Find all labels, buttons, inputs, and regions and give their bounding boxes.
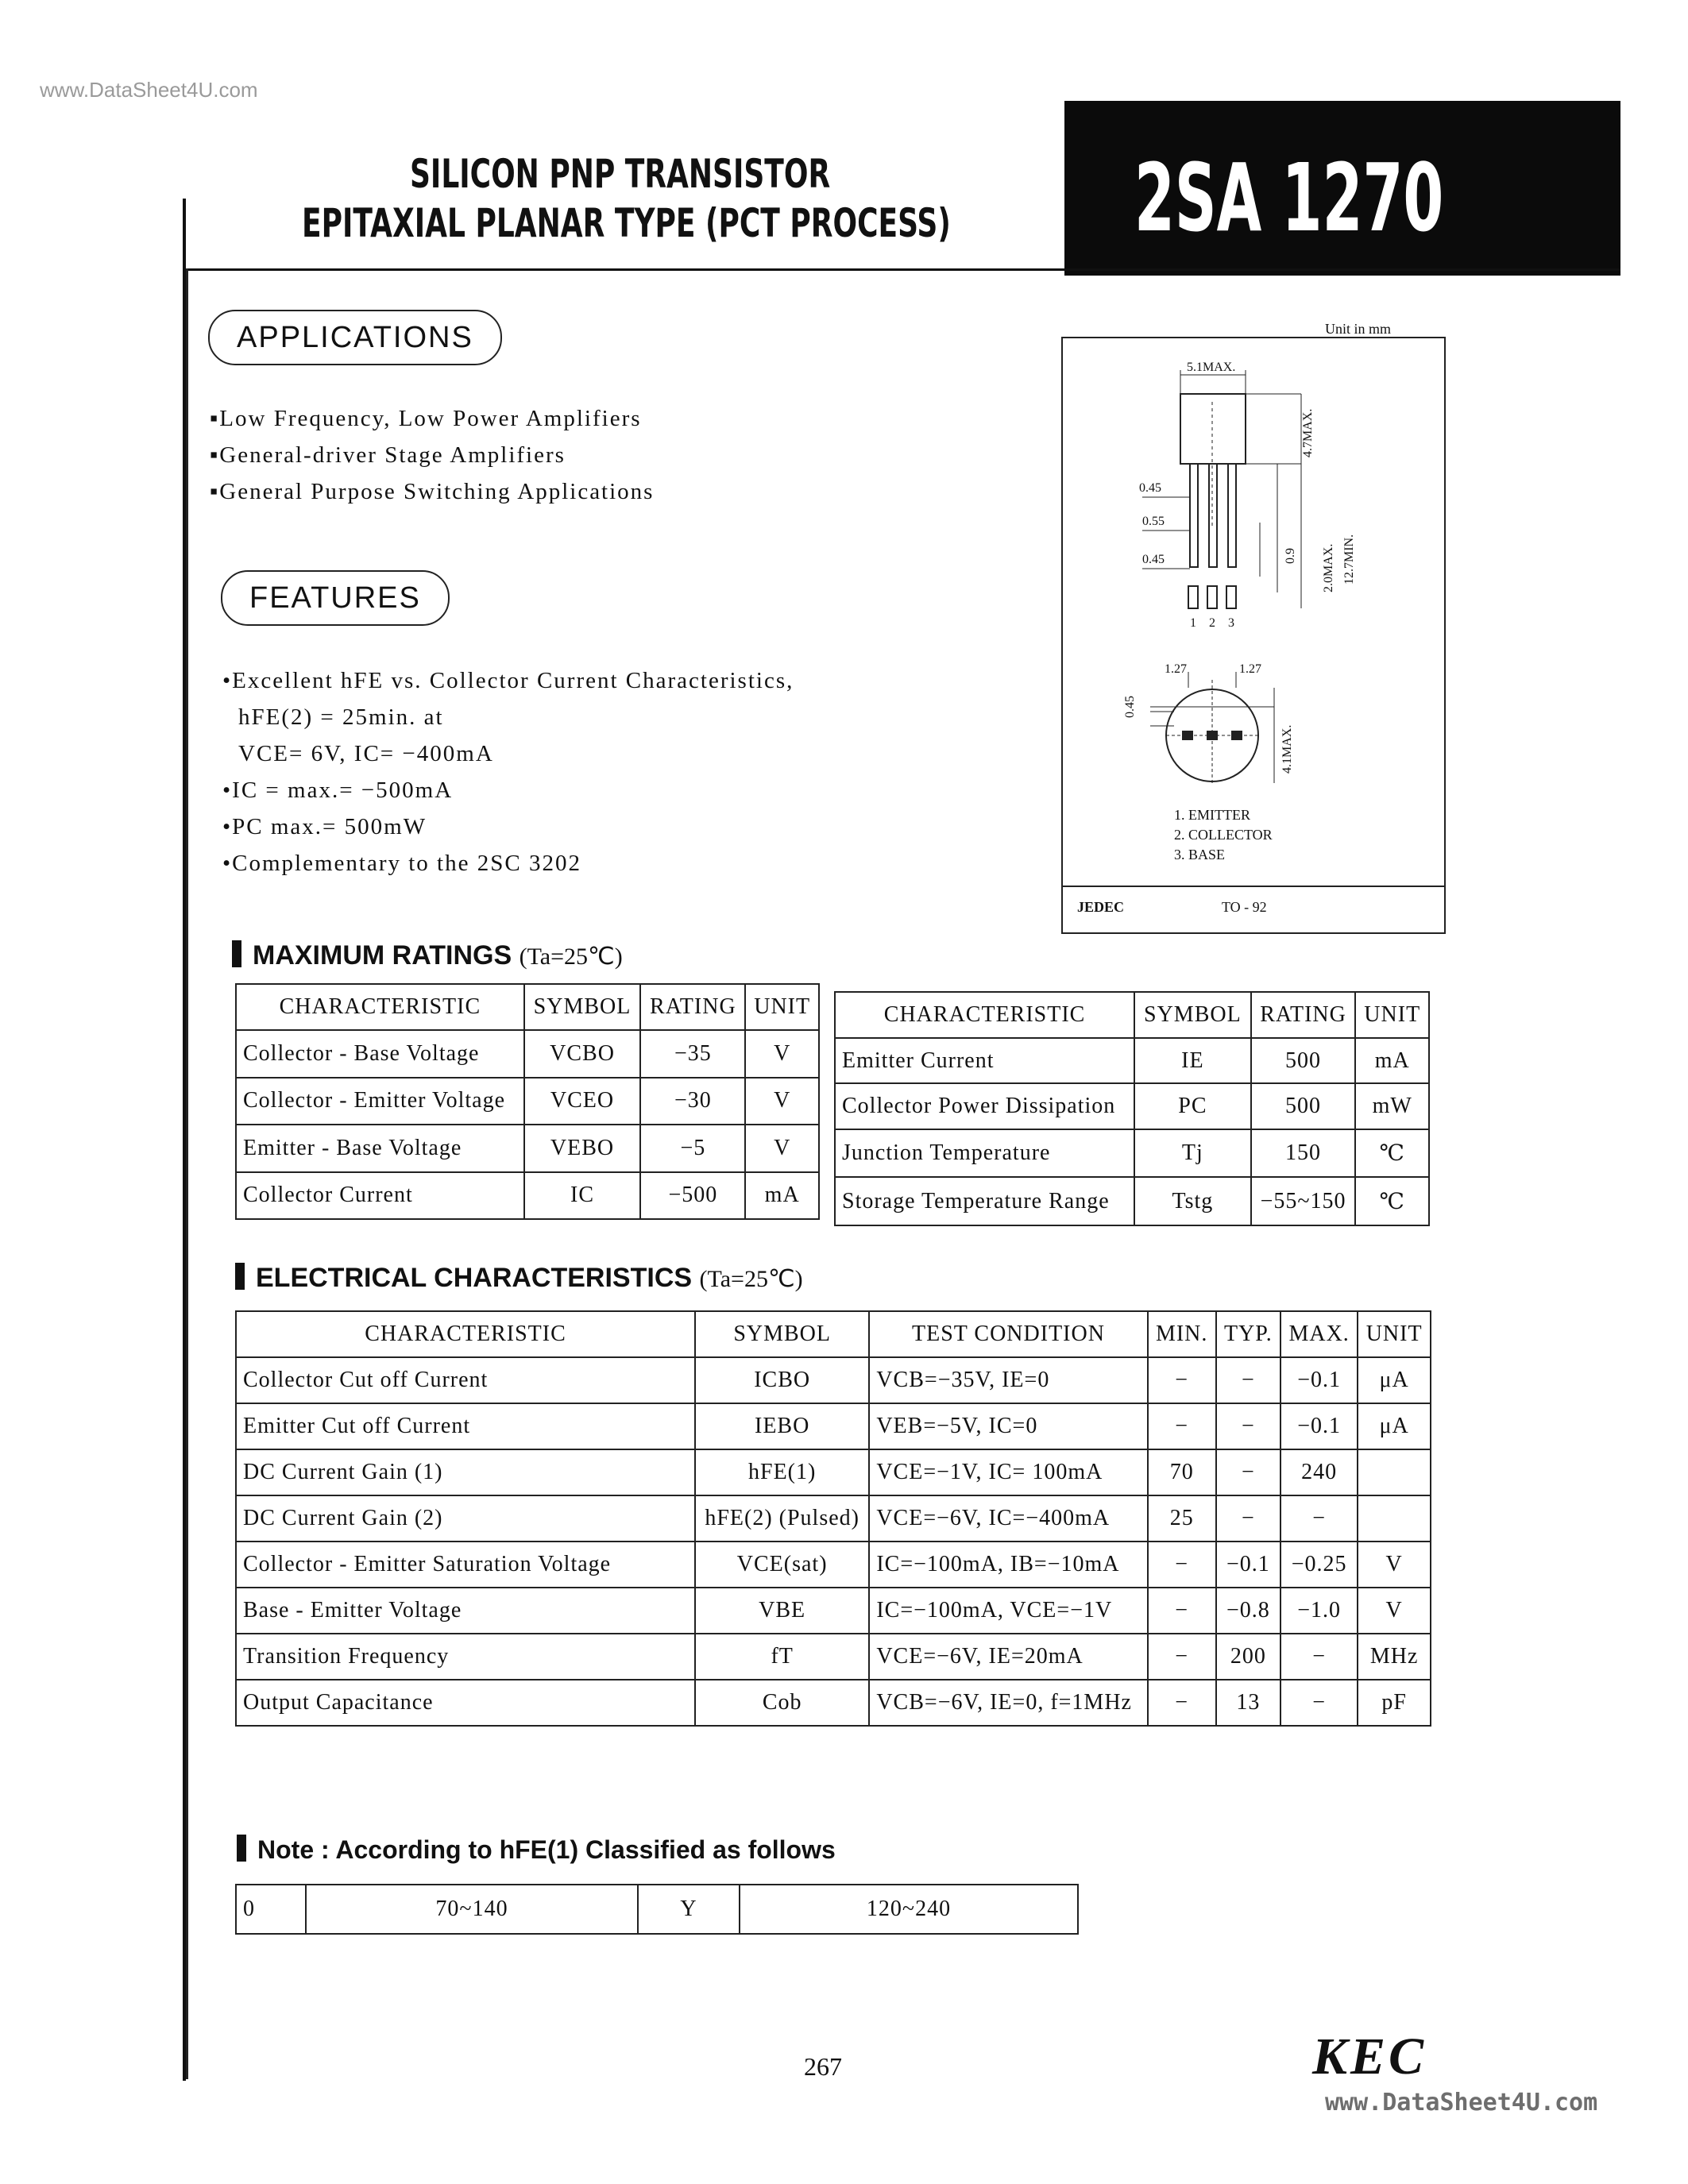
electrical-heading: ELECTRICAL CHARACTERISTICS (Ta=25℃) — [235, 1263, 803, 1294]
table-row: DC Current Gain (1) hFE(1) VCE=−1V, IC= 100mA 70 − 240 — [236, 1449, 1431, 1495]
table-row: Collector - Emitter Saturation Voltage VCE(sat) IC=−100mA, IB=−10mA − −0.1 −0.25 V — [236, 1542, 1431, 1588]
pin-legend — [1174, 805, 1273, 865]
table-row: Collector - Emitter Voltage VCEO −30 V — [236, 1078, 819, 1125]
column-header: SYMBOL — [1134, 992, 1250, 1038]
class-cell: 70~140 — [306, 1885, 638, 1934]
column-header: RATING — [640, 984, 745, 1030]
dim-label: 0.55 — [1142, 515, 1165, 528]
title-line-2: EPITAXIAL PLANAR TYPE (PCT PROCESS) — [302, 200, 951, 246]
features-heading: FEATURES — [221, 570, 450, 626]
dim-label: 4.7MAX. — [1301, 408, 1315, 457]
title-line-1: SILICON PNP TRANSISTOR — [410, 151, 831, 197]
dim-label: 0.45 — [1123, 696, 1137, 718]
unit-label: Unit in mm — [1325, 321, 1392, 337]
table-row: DC Current Gain (2) hFE(2) (Pulsed) VCE=−6V, IC=−400mA 25 − − — [236, 1495, 1431, 1542]
table-row: Collector Cut off Current ICBO VCB=−35V, IE=0 − − −0.1 μA — [236, 1357, 1431, 1403]
column-header: TYP. — [1216, 1311, 1280, 1357]
header-rule — [183, 268, 1620, 271]
table-row: Emitter Cut off Current IEBO VEB=−5V, IC=0 − − −0.1 μA — [236, 1403, 1431, 1449]
watermark-top: www.DataSheet4U.com — [40, 78, 258, 102]
list-item: •Complementary to the 2SC 3202 — [222, 851, 581, 876]
column-header: UNIT — [1358, 1311, 1431, 1357]
dim-label: 0.45 — [1142, 553, 1165, 566]
column-header: CHARACTERISTIC — [236, 1311, 695, 1357]
pin-legend-item: 2. COLLECTOR — [1174, 827, 1273, 843]
applications-heading: APPLICATIONS — [208, 310, 502, 365]
pin-legend-item: 1. EMITTER — [1174, 807, 1250, 823]
features-list — [222, 662, 794, 882]
pin-number: 3 — [1228, 616, 1234, 630]
applications-list — [210, 400, 654, 510]
table-row: Collector Current IC −500 mA — [236, 1172, 819, 1220]
note-heading: Note : According to hFE(1) Classified as follows — [237, 1835, 836, 1865]
column-header: UNIT — [745, 984, 819, 1030]
list-item: VCE= 6V, IC= −400mA — [238, 741, 494, 766]
dim-label: 1.27 — [1239, 662, 1261, 676]
table-row: Emitter - Base Voltage VEBO −5 V — [236, 1125, 819, 1172]
column-header: CHARACTERISTIC — [835, 992, 1134, 1038]
table-row — [236, 1885, 1078, 1934]
table-row: Transition Frequency fT VCE=−6V, IE=20mA − 200 − MHz — [236, 1634, 1431, 1680]
watermark-bottom: www.DataSheet4U.com — [1325, 2089, 1598, 2116]
list-item: ▪Low Frequency, Low Power Amplifiers — [210, 406, 642, 431]
max-ratings-table-left — [235, 983, 820, 1220]
part-number: 2SA 1270 — [1134, 143, 1444, 253]
list-item: •IC = max.= −500mA — [222, 778, 454, 803]
pin-number: 1 — [1190, 616, 1196, 630]
kec-logo: KEC — [1312, 2028, 1427, 2086]
list-item: ▪General-driver Stage Amplifiers — [210, 442, 566, 468]
dim-label: 2.0MAX. — [1322, 543, 1335, 592]
dim-label: 12.7MIN. — [1342, 534, 1356, 585]
column-header: RATING — [1251, 992, 1356, 1038]
column-header: UNIT — [1355, 992, 1429, 1038]
class-cell: Y — [638, 1885, 740, 1934]
column-header: MAX. — [1280, 1311, 1358, 1357]
column-header: SYMBOL — [695, 1311, 869, 1357]
table-row: Emitter Current IE 500 mA — [835, 1038, 1429, 1083]
classification-table — [235, 1884, 1079, 1935]
class-cell: 120~240 — [740, 1885, 1078, 1934]
table-row: Output Capacitance Cob VCB=−6V, IE=0, f=1MHz − 13 − pF — [236, 1680, 1431, 1726]
dim-label: 5.1MAX. — [1187, 361, 1236, 374]
jedec-package: TO - 92 — [1222, 899, 1267, 915]
table-row: Base - Emitter Voltage VBE IC=−100mA, VCE=−1V − −0.8 −1.0 V — [236, 1588, 1431, 1634]
list-item: •Excellent hFE vs. Collector Current Characteristics, — [222, 668, 794, 693]
package-outline-diagram — [1061, 337, 1446, 934]
column-header: SYMBOL — [524, 984, 641, 1030]
left-margin-rule-inner — [186, 268, 188, 2079]
max-ratings-table-right — [834, 991, 1430, 1226]
class-cell: 0 — [236, 1885, 306, 1934]
list-item: •PC max.= 500mW — [222, 814, 427, 839]
dim-label: 0.9 — [1284, 548, 1297, 564]
page-number: 267 — [804, 2052, 842, 2081]
dim-label: 4.1MAX. — [1280, 724, 1294, 774]
list-item: ▪General Purpose Switching Applications — [210, 479, 655, 504]
column-header: CHARACTERISTIC — [236, 984, 524, 1030]
table-row: Storage Temperature Range Tstg −55~150 ℃ — [835, 1177, 1429, 1225]
pin-number: 2 — [1209, 616, 1215, 630]
column-header: MIN. — [1148, 1311, 1216, 1357]
jedec-label: JEDEC — [1077, 899, 1125, 915]
electrical-table — [235, 1310, 1431, 1727]
pin-legend-item: 3. BASE — [1174, 847, 1226, 862]
dim-label: 0.45 — [1139, 481, 1161, 495]
max-ratings-heading: MAXIMUM RATINGS (Ta=25℃) — [232, 940, 623, 971]
list-item: hFE(2) = 25min. at — [238, 704, 444, 730]
dim-label: 1.27 — [1165, 662, 1187, 676]
table-row: Collector - Base Voltage VCBO −35 V — [236, 1030, 819, 1078]
column-header: TEST CONDITION — [869, 1311, 1147, 1357]
table-row: Collector Power Dissipation PC 500 mW — [835, 1083, 1429, 1129]
table-row: Junction Temperature Tj 150 ℃ — [835, 1129, 1429, 1178]
